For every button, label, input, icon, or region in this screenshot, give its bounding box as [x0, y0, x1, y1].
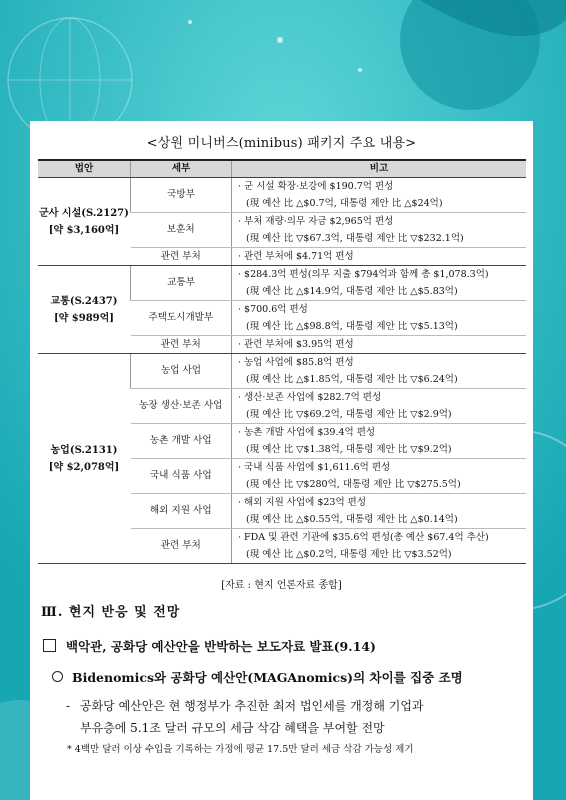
dash-bullet-item — [66, 695, 526, 739]
sub-cell: 주택도시개발부 — [131, 301, 232, 336]
dash-bullet-icon: - — [66, 699, 71, 713]
square-bullet-icon — [43, 639, 56, 652]
law-name: 군사 시설(S.2127) — [39, 207, 129, 219]
sub-cell: 관련 부처 — [131, 248, 232, 266]
table-row — [38, 178, 526, 213]
sub-cell: 보훈처 — [131, 213, 232, 248]
law-cell — [38, 178, 131, 266]
note-detail: (現 예산 比 ▽$67.3억, 대통령 제안 比 ▽$232.1억) — [246, 233, 464, 244]
note-cell — [232, 213, 527, 248]
circle-bullet-icon — [52, 671, 63, 682]
note-cell — [232, 178, 527, 213]
table-title: <상원 미니버스(minibus) 패키지 주요 내용> — [146, 136, 417, 151]
header-law: 법안 — [38, 160, 131, 178]
document-page — [30, 121, 533, 800]
law-amount: [약 $2,078억] — [48, 461, 120, 473]
law-name: 농업(S.2131) — [50, 444, 118, 456]
note-line: · 관련 부처에 $4.71억 편성 — [238, 251, 354, 262]
note-cell — [232, 389, 527, 424]
note-detail: (現 예산 比 △$98.8억, 대통령 제안 比 ▽$5.13억) — [246, 321, 458, 332]
minibus-package-table — [38, 159, 526, 564]
law-amount: [약 $3,160억] — [48, 224, 120, 236]
header-detail: 세부 — [131, 160, 232, 178]
note-cell — [232, 459, 527, 494]
sub-cell: 국내 식품 사업 — [131, 459, 232, 494]
note-detail: (現 예산 比 △$0.2억, 대통령 제안 比 ▽$3.52억) — [246, 549, 452, 560]
note-line: · FDA 및 관련 기관에 $35.6억 편성(총 예산 $67.4억 추산) — [238, 532, 489, 543]
note-line: · 군 시설 확장·보강에 $190.7억 편성 — [238, 181, 394, 192]
note-line: · 부처 재량·의무 자금 $2,965억 편성 — [238, 216, 394, 227]
note-cell — [232, 248, 527, 266]
footnote: * 4백만 달러 이상 수입을 기록하는 가정에 평균 17.5만 달러 세금 삭감 가능성 제기 — [67, 744, 414, 755]
note-line: · $284.3억 편성(의무 지출 $794억과 함께 총 $1,078.3억) — [238, 269, 489, 280]
note-cell — [232, 494, 527, 529]
note-cell — [232, 354, 527, 389]
note-detail: (現 예산 比 △$0.55억, 대통령 제안 比 △$0.14억) — [246, 514, 458, 525]
note-line: · 국내 식품 사업에 $1,611.6억 편성 — [238, 462, 391, 473]
square-bullet-text: 백악관, 공화당 예산안을 반박하는 보도자료 발표(9.14) — [66, 639, 376, 654]
circle-bullet-text: Bidenomics와 공화당 예산안(MAGAnomics)의 차이를 집중 조명 — [72, 670, 463, 685]
note-line: · 생산·보존 사업에 $282.7억 편성 — [238, 392, 382, 403]
law-cell — [38, 354, 131, 564]
dash-bullet-line1: 공화당 예산안은 현 행정부가 추진한 최저 법인세를 개정해 기업과 — [80, 699, 424, 713]
note-detail: (現 예산 比 ▽$280억, 대통령 제안 比 ▽$275.5억) — [246, 479, 461, 490]
note-detail: (現 예산 比 ▽$1.38억, 대통령 제안 比 ▽$9.2억) — [246, 444, 452, 455]
note-cell — [232, 529, 527, 564]
note-line: · $700.6억 편성 — [238, 304, 308, 315]
note-line: · 해외 지원 사업에 $23억 편성 — [238, 497, 367, 508]
source-note: [자료 : 현지 언론자료 종합] — [221, 580, 342, 591]
table-row — [38, 354, 526, 389]
note-cell — [232, 336, 527, 354]
note-detail: (現 예산 比 ▽$69.2억, 대통령 제안 比 ▽$2.9억) — [246, 409, 452, 420]
note-cell — [232, 424, 527, 459]
sub-cell: 농업 사업 — [131, 354, 232, 389]
note-detail: (現 예산 比 △$0.7억, 대통령 제안 比 △$24억) — [246, 198, 443, 209]
law-name: 교통(S.2437) — [50, 295, 118, 307]
sub-cell: 농촌 개발 사업 — [131, 424, 232, 459]
table-header-row — [38, 160, 526, 178]
sub-cell: 관련 부처 — [131, 336, 232, 354]
sub-cell: 농장 생산·보존 사업 — [131, 389, 232, 424]
header-note: 비고 — [232, 160, 527, 178]
note-cell — [232, 266, 527, 301]
dash-bullet-line2: 부유층에 5.1조 달러 규모의 세금 삭감 혜택을 부여할 전망 — [80, 721, 385, 735]
sub-cell: 국방부 — [131, 178, 232, 213]
note-line: · 농촌 개발 사업에 $39.4억 편성 — [238, 427, 376, 438]
note-line: · 농업 사업에 $85.8억 편성 — [238, 357, 354, 368]
note-line: · 관련 부처에 $3.95억 편성 — [238, 339, 354, 350]
table-row — [38, 266, 526, 301]
sub-cell: 관련 부처 — [131, 529, 232, 564]
law-amount: [약 $989억] — [53, 312, 115, 324]
sub-cell: 해외 지원 사업 — [131, 494, 232, 529]
note-detail: (現 예산 比 △$1.85억, 대통령 제안 比 ▽$6.24억) — [246, 374, 458, 385]
square-bullet-item — [43, 637, 376, 655]
circle-bullet-item — [52, 668, 463, 686]
law-cell — [38, 266, 131, 354]
section-heading: Ⅲ. 현지 반응 및 전망 — [41, 605, 181, 620]
note-cell — [232, 301, 527, 336]
sub-cell: 교통부 — [131, 266, 232, 301]
note-detail: (現 예산 比 △$14.9억, 대통령 제안 比 △$5.83억) — [246, 286, 458, 297]
